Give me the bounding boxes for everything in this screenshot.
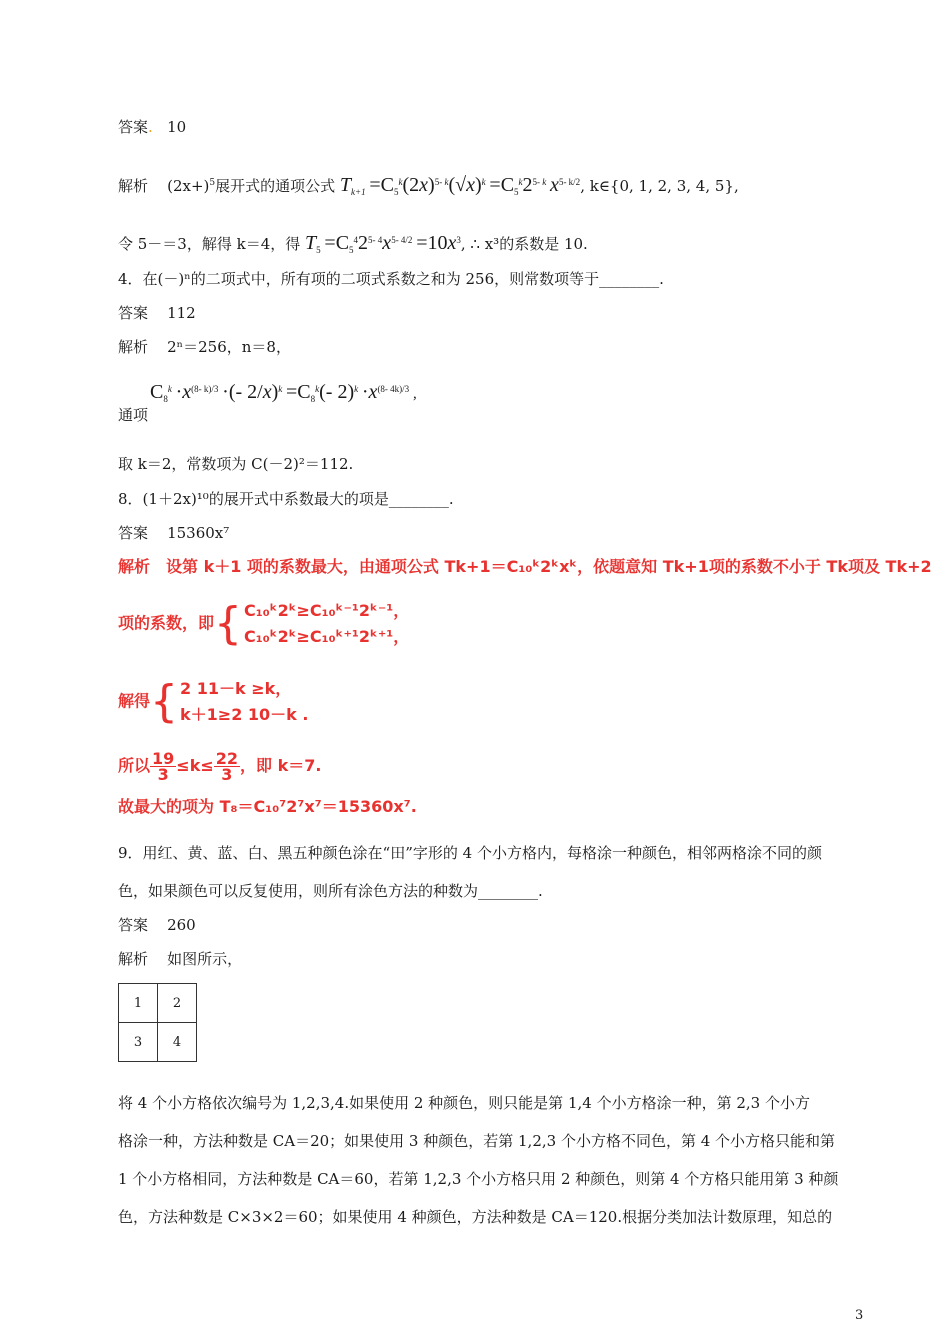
- brace-icon: {: [150, 676, 179, 727]
- fraction-19-3: [150, 751, 176, 782]
- inequality-system-2: [180, 676, 308, 728]
- question-4: 4．在(－)ⁿ的二项式中，所有项的二项式系数之和为 256，则常数项等于________.: [118, 270, 664, 288]
- red-solution-line-1: 解析 设第 k＋1 项的系数最大，由通项公式 Tk+1＝C₁₀ᵏ2ᵏxᵏ，依题意知 Tk+1项的系数不小于 Tk项及 Tk+2: [118, 557, 932, 576]
- k-set: k∈{0, 1, 2, 3, 4, 5},: [589, 177, 739, 195]
- grid-cell: 1: [119, 984, 158, 1023]
- paragraph-line: 将 4 个小方格依次编号为 1,2,3,4.如果使用 2 种颜色，则只能是第 1,4 个小方格涂一种，第 2,3 个小方: [118, 1094, 810, 1112]
- inequality-1a: C₁₀ᵏ2ᵏ≥C₁₀ᵏ⁻¹2ᵏ⁻¹，: [244, 601, 410, 620]
- answer-label: 答案: [118, 118, 149, 136]
- solution-text-b: 展开式的通项公式: [215, 177, 336, 195]
- answer-dot: .: [148, 118, 153, 136]
- red-label: 项的系数，即: [118, 613, 215, 633]
- solution-label: 解析: [118, 338, 149, 356]
- solution-line-2: 令 5－＝3，解得 k＝4，得 $T_5 =C_5^42^{5- 4}x^{5- 4/2} =10x^3$, ∴ x³的系数是 10.: [118, 232, 588, 255]
- answer-value: 15360x⁷: [167, 524, 230, 542]
- answer-label: 答案: [118, 524, 149, 542]
- red-text: ≤k≤: [176, 756, 214, 775]
- inequality-system-1: [244, 598, 409, 650]
- general-term-4: $C_8^k \cdot x^{(8- k)/3}$ ·(- $2/x)^k =C_8^k(-$ $2)^k \cdot x^{(8- 4k)/3}$ ,: [150, 381, 417, 404]
- question-9-line-2: 色，如果颜色可以反复使用，则所有涂色方法的种数为________.: [118, 882, 543, 900]
- red-solution-line-4: [118, 746, 321, 786]
- answer-value: 112: [167, 304, 196, 322]
- general-term-formula: $T_{k+1} =C_5^k(2x)^{5- k}(√x)^k =C_5^k2^{5- k}$ $x^{5- k/2}$: [339, 174, 581, 197]
- fraction-denominator: 3: [157, 765, 169, 784]
- answer-label: 答案: [118, 304, 149, 322]
- solution-text-d: ∴ x³的系数是 10.: [470, 235, 588, 253]
- paragraph-line: 格涂一种，方法种数是 CA＝20；如果使用 3 种颜色，若第 1,2,3 个小方格不同色，第 4 个小方格只能和第: [118, 1132, 836, 1150]
- red-text: 所以: [118, 756, 151, 775]
- solution-label: 解析: [118, 177, 149, 195]
- paragraph-line: 色，方法种数是 C×3×2＝60；如果使用 4 种颜色，方法种数是 CA＝120.根据分类加法计数原理，知总的: [118, 1208, 833, 1226]
- inequality-2a: 2 11－k ≥k，: [180, 679, 292, 698]
- grid-cell: 2: [158, 984, 197, 1023]
- solution-text: 2ⁿ＝256，n＝8，: [167, 338, 291, 356]
- answer-line-4: [118, 302, 196, 324]
- answer-value: 10: [167, 118, 187, 136]
- answer-value: 260: [167, 916, 196, 934]
- fraction-denominator: 3: [221, 765, 233, 784]
- answer-label: 答案: [118, 916, 149, 934]
- page-number: 3: [855, 1308, 864, 1323]
- answer-line-9: [118, 914, 196, 936]
- solution-label: 解析: [118, 950, 149, 968]
- inequality-1b: C₁₀ᵏ2ᵏ≥C₁₀ᵏ⁺¹2ᵏ⁺¹，: [244, 627, 410, 646]
- grid-cell: 4: [158, 1023, 197, 1062]
- red-label: 解得: [118, 691, 151, 711]
- fraction-numerator: 19: [152, 749, 175, 768]
- solution-text-c: 令 5－＝3，解得 k＝4，得: [118, 235, 301, 253]
- answer-line-8: [118, 522, 229, 544]
- solution-line-4: [118, 336, 291, 358]
- inequality-2b: k＋1≥2 10－k .: [180, 705, 309, 724]
- red-text: ，即 k＝7.: [240, 756, 322, 775]
- red-solution-line-5: 故最大的项为 T₈＝C₁₀⁷2⁷x⁷＝15360x⁷.: [118, 797, 417, 816]
- grid-cell: 3: [119, 1023, 158, 1062]
- solution-line-9: [118, 948, 242, 970]
- fraction-numerator: 22: [215, 749, 238, 768]
- tian-grid-figure: [118, 983, 197, 1062]
- brace-icon: {: [214, 598, 243, 649]
- paragraph-line: 1 个小方格相同，方法种数是 CA＝60，若第 1,2,3 个小方格只用 2 种颜色，则第 4 个方格只能用第 3 种颜: [118, 1170, 839, 1188]
- solution-text: 如图所示，: [167, 950, 243, 968]
- question-8: 8．(1＋2x)¹⁰的展开式中系数最大的项是________.: [118, 490, 454, 508]
- question-9-line-1: 9．用红、黄、蓝、白、黑五种颜色涂在“田”字形的 4 个小方格内，每格涂一种颜色，相邻两格涂不同的颜: [118, 844, 822, 862]
- t5-formula: $T_5 =C_5^42^{5- 4}x^{5- 4/2} =10x^3$: [305, 232, 461, 255]
- fraction-22-3: [214, 751, 240, 782]
- red-solution-line-3: [118, 676, 308, 730]
- red-solution-line-2: [118, 598, 409, 652]
- answer-line-1: [118, 116, 186, 138]
- solution-text-a: (2x+): [167, 177, 210, 195]
- general-term-label: 通项: [118, 406, 149, 424]
- solution-line-1: 解析 $(2x+)^5$展开式的通项公式 $T_{k+1} =C_5^k(2x)^{5- k}(√x)^k =C_5^k2^{5- k}$ $x^{5- k/2}$, k∈{0, 1, 2, 3, 4, 5},: [118, 174, 739, 197]
- constant-term-line: 取 k＝2，常数项为 C(－2)²＝112.: [118, 455, 354, 473]
